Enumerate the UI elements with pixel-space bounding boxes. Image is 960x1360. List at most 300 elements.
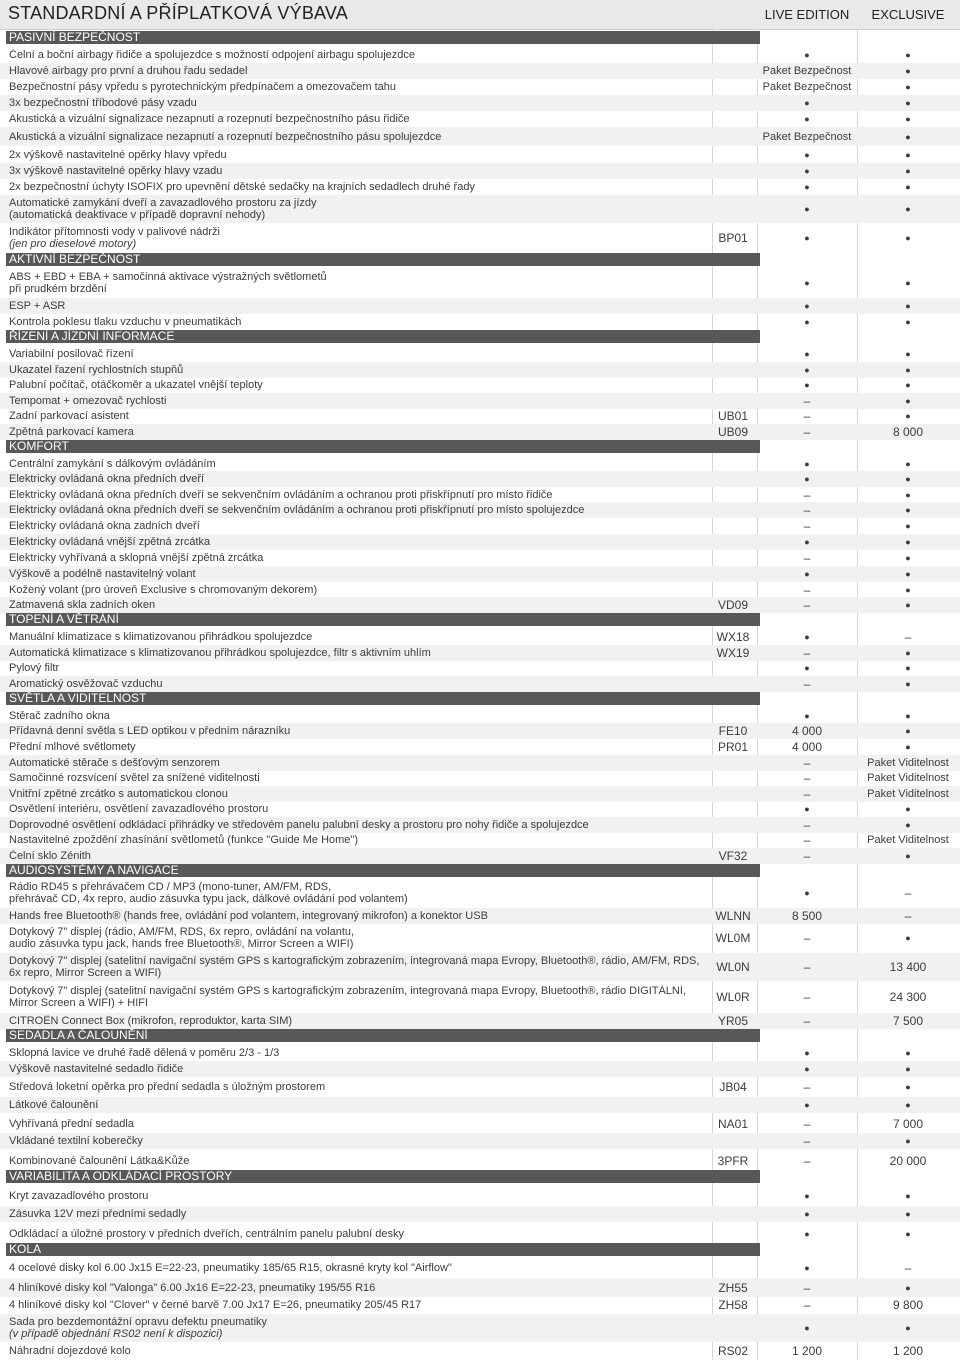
table-row	[0, 195, 960, 223]
value-exclusive: ●	[905, 301, 911, 311]
row-label	[9, 772, 709, 784]
value-exclusive: ●	[905, 1191, 911, 1201]
table-row	[0, 755, 960, 771]
row-label	[9, 520, 709, 532]
row-label-line: Dotykový 7" displej (satelitní navigační systém GPS s kartografickým zobrazením, integrovaná mapa Evropy, Bluetooth®, rádio DIGITÁLNÍ,	[9, 985, 686, 997]
row-label-line: Hlavové airbagy pro první a druhou řadu sedadel	[9, 65, 248, 77]
row-label	[9, 1345, 709, 1357]
row-label	[9, 552, 709, 564]
row-label-line: ABS + EBD + EBA + samočinná aktivace výstražných světlometů	[9, 271, 327, 283]
row-label	[9, 631, 709, 643]
value-live-edition: ●	[804, 569, 810, 579]
row-label-line: Samočinné rozsvícení světel za snížené viditelnosti	[9, 772, 260, 784]
section-heading: AKTIVNÍ BEZPEČNOST	[6, 253, 760, 266]
row-label-line: Elektricky ovládaná okna předních dveří	[9, 473, 205, 485]
row-label-line: Dotykový 7" displej (rádio, AM/FM, RDS, 6x repro, ovládání na volantu,	[9, 926, 355, 938]
option-code: WL0N	[716, 960, 750, 974]
row-label-line: Vyhřívaná přední sedadla	[9, 1118, 134, 1130]
row-label	[9, 1015, 709, 1027]
value-exclusive: ●	[905, 1082, 911, 1092]
row-label-line: Výškově a podélně nastavitelný volant	[9, 568, 196, 580]
value-exclusive: ●	[905, 1323, 911, 1333]
row-label-line: Nastavitelné zpoždění zhasínání světlometů (funkce "Guide Me Home")	[9, 834, 358, 846]
table-row	[0, 377, 960, 393]
value-exclusive: ●	[905, 278, 911, 288]
row-label-line: 3x bezpečnostní tříbodové pásy vzadu	[9, 97, 197, 109]
value-live-edition: ●	[804, 114, 810, 124]
value-live-edition: –	[803, 1281, 811, 1295]
table-row	[0, 269, 960, 297]
option-code: JB04	[719, 1080, 747, 1094]
value-exclusive: ●	[905, 166, 911, 176]
table-row	[0, 179, 960, 195]
row-label-line: Centrální zamykání s dálkovým ovládáním	[9, 458, 216, 470]
row-label	[9, 348, 709, 360]
row-label-line: Hands free Bluetooth® (hands free, ovládání pod volantem, integrovaný mikrofon) a konektor USB	[9, 910, 488, 922]
row-label	[9, 504, 709, 516]
value-live-edition: ●	[804, 166, 810, 176]
value-exclusive: ●	[905, 349, 911, 359]
table-row	[0, 983, 960, 1011]
value-live-edition: ●	[804, 233, 810, 243]
value-live-edition: –	[803, 394, 811, 408]
value-live-edition: ●	[804, 365, 810, 375]
value-exclusive: ●	[905, 726, 911, 736]
table-row	[0, 817, 960, 833]
value-exclusive: Paket Viditelnost	[867, 772, 949, 784]
row-label	[9, 910, 709, 922]
row-label	[9, 300, 709, 312]
row-label-line: Náhradní dojezdové kolo	[9, 1345, 131, 1357]
row-label-line: (automatická deaktivace v případě dopravní nehody)	[9, 209, 266, 221]
table-row	[0, 848, 960, 864]
table-row	[0, 832, 960, 848]
value-live-edition: ●	[804, 1100, 810, 1110]
table-row	[0, 163, 960, 179]
row-label	[9, 662, 709, 674]
row-label	[9, 647, 709, 659]
row-label-line: Zpětná parkovací kamera	[9, 426, 134, 438]
value-exclusive: ●	[905, 851, 911, 861]
row-label	[9, 881, 709, 905]
value-live-edition: ●	[804, 1229, 810, 1239]
table-row	[0, 908, 960, 924]
value-exclusive: 24 300	[889, 990, 927, 1004]
value-exclusive: ●	[905, 679, 911, 689]
table-row	[0, 1343, 960, 1359]
row-label	[9, 850, 709, 862]
row-label-line: Výškově nastavitelné sedadlo řidiče	[9, 1063, 184, 1075]
value-exclusive: ●	[905, 537, 911, 547]
row-label-line: Odkládací a úložné prostory v předních dveřích, centrálním panelu palubní desky	[9, 1228, 405, 1240]
row-label-line: Zatmavená skla zadních oken	[9, 599, 156, 611]
value-live-edition: –	[803, 598, 811, 612]
row-label-line: Zadní parkovací asistent	[9, 410, 129, 422]
row-label	[9, 364, 709, 376]
row-label	[9, 149, 709, 161]
row-label	[9, 1316, 709, 1340]
table-row	[0, 534, 960, 550]
value-live-edition: 4 000	[791, 740, 823, 754]
row-label	[9, 955, 709, 979]
value-exclusive: ●	[905, 66, 911, 76]
row-label-line: Elektricky ovládaná okna předních dveří se sekvenčním ovládáním a ochranou proti přiskřípnutí pro místo spolujezdce	[9, 504, 585, 516]
value-exclusive: ●	[905, 1283, 911, 1293]
row-label	[9, 1282, 709, 1294]
table-row	[0, 408, 960, 424]
table-row	[0, 346, 960, 362]
value-exclusive: ●	[905, 742, 911, 752]
row-label	[9, 489, 709, 501]
row-label-line: Vkládané textilní koberečky	[9, 1135, 143, 1147]
row-label	[9, 426, 709, 438]
table-row	[0, 1114, 960, 1133]
value-live-edition: –	[803, 1117, 811, 1131]
row-label-line: Variabilní posilovač řízení	[9, 348, 134, 360]
value-live-edition: ●	[804, 804, 810, 814]
row-label-line: Kožený volant (pro úroveň Exclusive s chromovaným dekorem)	[9, 584, 318, 596]
value-live-edition: ●	[804, 98, 810, 108]
table-row	[0, 770, 960, 786]
value-exclusive: Paket Viditelnost	[867, 834, 949, 846]
row-label-line: Akustická a vizuální signalizace nezapnutí a rozepnutí bezpečnostního pásu řidiče	[9, 113, 410, 125]
option-code: WX18	[716, 630, 750, 644]
row-label	[9, 819, 709, 831]
row-label	[9, 536, 709, 548]
row-label-line: Středová loketní opěrka pro přední sedadla s úložným prostorem	[9, 1081, 326, 1093]
value-live-edition: ●	[804, 301, 810, 311]
table-row	[0, 676, 960, 692]
row-label	[9, 458, 709, 470]
value-live-edition: –	[803, 833, 811, 847]
row-label-line: Pylový filtr	[9, 662, 60, 674]
value-exclusive: ●	[905, 474, 911, 484]
value-exclusive: Paket Viditelnost	[867, 757, 949, 769]
value-live-edition: 1 200	[791, 1344, 823, 1358]
row-label-line: Zásuvka 12V mezi předními sedadly	[9, 1208, 187, 1220]
row-label	[9, 1228, 709, 1240]
column-header-live-edition: LIVE EDITION	[764, 7, 850, 22]
row-label	[9, 131, 709, 143]
table-row	[0, 1045, 960, 1061]
row-label-line: Sada pro bezdemontážní opravu defektu pneumatiky	[9, 1316, 268, 1328]
value-exclusive: ●	[905, 396, 911, 406]
table-row	[0, 582, 960, 598]
row-label	[9, 757, 709, 769]
value-exclusive: ●	[905, 204, 911, 214]
table-row	[0, 924, 960, 952]
row-label-line: 4 hliníkové disky kol "Valonga" 6.00 Jx16 E=22-23, pneumatiky 195/55 R16	[9, 1282, 376, 1294]
row-label-line: Elektricky ovládaná vnější zpětná zrcátka	[9, 536, 211, 548]
table-row	[0, 1297, 960, 1313]
value-live-edition: ●	[804, 632, 810, 642]
value-exclusive: –	[904, 1261, 912, 1275]
row-label-line: Palubní počítač, otáčkoměr a ukazatel vnější teploty	[9, 379, 263, 391]
value-exclusive: ●	[905, 380, 911, 390]
table-row	[0, 1133, 960, 1149]
row-label	[9, 1118, 709, 1130]
value-exclusive: ●	[905, 663, 911, 673]
option-code: ZH58	[718, 1298, 748, 1312]
row-label-line: Automatické zamykání dveří a zavazadlového prostoru za jízdy	[9, 197, 317, 209]
row-label	[9, 985, 709, 1009]
row-label-line: 2x výškově nastavitelné opěrky hlavy vpředu	[9, 149, 227, 161]
row-label	[9, 226, 709, 250]
row-label-line: Látkové čalounění	[9, 1099, 99, 1111]
option-code: RS02	[717, 1344, 749, 1358]
section-heading: SVĚTLA A VIDITELNOST	[6, 692, 760, 705]
row-label	[9, 181, 709, 193]
row-label-line: Automatické stěrače s dešťovým senzorem	[9, 757, 220, 769]
row-label	[9, 926, 709, 950]
row-label-line: Kombinované čalounění Látka&Kůže	[9, 1155, 190, 1167]
table-row	[0, 127, 960, 146]
value-exclusive: ●	[905, 365, 911, 375]
value-live-edition: –	[803, 1154, 811, 1168]
row-label	[9, 741, 709, 753]
value-live-edition: –	[803, 1080, 811, 1094]
option-code: VF32	[718, 849, 748, 863]
row-label-line: audio zásuvka typu jack, hands free Bluetooth®, Mirror Screen a WIFI)	[9, 938, 354, 950]
row-label-line: Sklopná lavice ve druhé řadě dělená v poměru 2/3 - 1/3	[9, 1047, 280, 1059]
value-live-edition: –	[803, 756, 811, 770]
row-label-line: 4 hliníkové disky kol "Clover" v černé barvě 7.00 Jx17 E=26, pneumatiky 205/45 R17	[9, 1299, 422, 1311]
value-live-edition: –	[803, 519, 811, 533]
value-live-edition: ●	[804, 1263, 810, 1273]
value-exclusive: ●	[905, 82, 911, 92]
row-label-line: ESP + ASR	[9, 300, 66, 312]
row-label-line: Stěrač zadního okna	[9, 710, 110, 722]
value-exclusive: 13 400	[889, 960, 927, 974]
option-code: WL0R	[716, 990, 750, 1004]
table-row	[0, 298, 960, 314]
value-exclusive: ●	[905, 114, 911, 124]
value-exclusive: ●	[905, 132, 911, 142]
row-label	[9, 678, 709, 690]
value-exclusive: ●	[905, 150, 911, 160]
row-label	[9, 97, 709, 109]
column-header-exclusive: EXCLUSIVE	[871, 7, 945, 22]
table-row	[0, 471, 960, 487]
table-row	[0, 1013, 960, 1029]
value-live-edition: –	[803, 1298, 811, 1312]
row-label	[9, 1190, 709, 1202]
value-live-edition: Paket Bezpečnost	[762, 131, 852, 143]
row-label-line: Indikátor přítomnosti vody v palivové nádrži	[9, 226, 220, 238]
value-live-edition: –	[803, 503, 811, 517]
value-exclusive: Paket Viditelnost	[867, 788, 949, 800]
table-row	[0, 314, 960, 330]
row-label	[9, 1135, 709, 1147]
value-live-edition: ●	[804, 537, 810, 547]
row-label-line: CITROËN Connect Box (mikrofon, reproduktor, karta SIM)	[9, 1015, 293, 1027]
section-heading: ŘÍZENÍ A JÍZDNÍ INFORMACE	[6, 330, 760, 343]
row-label	[9, 1099, 709, 1111]
value-exclusive: ●	[905, 317, 911, 327]
table-row	[0, 1077, 960, 1096]
option-code: WL0M	[715, 931, 751, 945]
row-label-line: Osvětlení interiéru, osvětlení zavazadlového prostoru	[9, 803, 269, 815]
row-label-line: Mirror Screen a WIFI) + HIFI	[9, 997, 149, 1009]
row-label-line: Bezpečnostní pásy vpředu s pyrotechnickým předpínačem a omezovačem tahu	[9, 81, 397, 93]
table-row	[0, 629, 960, 645]
row-label-line: Elektricky vyhřívaná a sklopná vnější zpětná zrcátka	[9, 552, 264, 564]
row-label-line: Dotykový 7" displej (satelitní navigační systém GPS s kartografickým zobrazením, integrovaná mapa Evropy, Bluetooth®, rádio, AM/FM, RDS,	[9, 955, 700, 967]
value-live-edition: ●	[804, 663, 810, 673]
value-live-edition: –	[803, 849, 811, 863]
row-label-line: Aromatický osvěžovač vzduchu	[9, 678, 163, 690]
row-label-line: přehrávač CD, 4x repro, audio zásuvka typu jack, dálkové ovládání pod volantem)	[9, 893, 408, 905]
value-exclusive: ●	[905, 553, 911, 563]
row-label	[9, 81, 709, 93]
row-label	[9, 1262, 709, 1274]
value-live-edition: –	[803, 1134, 811, 1148]
row-label	[9, 725, 709, 737]
value-live-edition: –	[803, 960, 811, 974]
table-row	[0, 362, 960, 378]
table-row	[0, 1061, 960, 1077]
value-exclusive: ●	[905, 569, 911, 579]
table-row	[0, 953, 960, 981]
value-exclusive: ●	[905, 1048, 911, 1058]
value-live-edition: ●	[804, 349, 810, 359]
table-header	[0, 0, 960, 30]
value-live-edition: –	[803, 787, 811, 801]
value-exclusive: ●	[905, 521, 911, 531]
table-row	[0, 95, 960, 111]
option-code: UB09	[717, 425, 749, 439]
value-live-edition: ●	[804, 50, 810, 60]
value-exclusive: ●	[905, 459, 911, 469]
row-label	[9, 379, 709, 391]
value-live-edition: –	[803, 551, 811, 565]
row-label	[9, 788, 709, 800]
option-code: YR05	[717, 1014, 749, 1028]
section-heading: SEDADLA A ČALOUNĚNÍ	[6, 1029, 760, 1042]
value-exclusive: 1 200	[892, 1344, 924, 1358]
option-code: FE10	[718, 724, 748, 738]
row-label-line: Kontrola poklesu tlaku vzduchu v pneumatikách	[9, 316, 242, 328]
table-row	[0, 1188, 960, 1204]
value-exclusive: ●	[905, 490, 911, 500]
value-live-edition: ●	[804, 380, 810, 390]
row-label-line: Automatická klimatizace s klimatizovanou přihrádkou spolujezdce, filtr s aktivním uhlím	[9, 647, 431, 659]
value-live-edition: –	[803, 646, 811, 660]
value-exclusive: 9 800	[892, 1298, 924, 1312]
row-label	[9, 395, 709, 407]
section-heading: PASIVNÍ BEZPEČNOST	[6, 31, 760, 44]
value-exclusive: ●	[905, 648, 911, 658]
value-live-edition: ●	[804, 1191, 810, 1201]
row-label	[9, 271, 709, 295]
value-live-edition: ●	[804, 1048, 810, 1058]
row-label	[9, 113, 709, 125]
value-exclusive: ●	[905, 50, 911, 60]
row-label-line: Čelní sklo Zénith	[9, 850, 91, 862]
row-label	[9, 316, 709, 328]
value-exclusive: 7 000	[892, 1117, 924, 1131]
table-row	[0, 518, 960, 534]
row-label	[9, 473, 709, 485]
row-label	[9, 1081, 709, 1093]
option-code: BP01	[718, 231, 748, 245]
option-code: VD09	[717, 598, 749, 612]
row-label	[9, 1155, 709, 1167]
table-row	[0, 786, 960, 802]
option-code: UB01	[717, 409, 749, 423]
table-row	[0, 660, 960, 676]
value-exclusive: ●	[905, 1064, 911, 1074]
value-live-edition: –	[803, 425, 811, 439]
table-row	[0, 550, 960, 566]
table-row	[0, 63, 960, 79]
row-label	[9, 165, 709, 177]
value-exclusive: –	[904, 886, 912, 900]
table-row	[0, 1206, 960, 1222]
value-exclusive: ●	[905, 711, 911, 721]
value-exclusive: 7 500	[892, 1014, 924, 1028]
row-label-line: (v případě objednání RS02 není k dispozici)	[9, 1328, 223, 1340]
table-row	[0, 723, 960, 739]
row-label-line: Přídavná denní světla s LED optikou v předním nárazníku	[9, 725, 291, 737]
value-exclusive: ●	[905, 804, 911, 814]
value-exclusive: ●	[905, 820, 911, 830]
option-code: ZH55	[718, 1281, 748, 1295]
row-label	[9, 568, 709, 580]
value-live-edition: ●	[804, 459, 810, 469]
value-live-edition: –	[803, 771, 811, 785]
value-exclusive: ●	[905, 1136, 911, 1146]
row-label	[9, 834, 709, 846]
table-row	[0, 645, 960, 661]
table-row	[0, 393, 960, 409]
value-live-edition: ●	[804, 278, 810, 288]
option-code: NA01	[717, 1117, 749, 1131]
row-label	[9, 803, 709, 815]
value-live-edition: –	[803, 677, 811, 691]
row-label-line: Elektricky ovládaná okna zadních dveří	[9, 520, 200, 532]
value-exclusive: –	[904, 630, 912, 644]
row-label-line: 3x výškově nastavitelné opěrky hlavy vzadu	[9, 165, 223, 177]
table-row	[0, 708, 960, 724]
value-live-edition: ●	[804, 1209, 810, 1219]
row-label	[9, 1299, 709, 1311]
table-row	[0, 1278, 960, 1297]
table-row	[0, 456, 960, 472]
row-label-line: Elektricky ovládaná okna předních dveří se sekvenčním ovládáním a ochranou proti přiskřípnutí pro místo řidiče	[9, 489, 553, 501]
table-row	[0, 502, 960, 518]
row-label	[9, 710, 709, 722]
row-label-line: Tempomat + omezovač rychlosti	[9, 395, 167, 407]
value-exclusive: ●	[905, 1209, 911, 1219]
value-exclusive: –	[904, 909, 912, 923]
row-label-line: (jen pro dieselové motory)	[9, 238, 137, 250]
row-label	[9, 410, 709, 422]
table-row	[0, 224, 960, 252]
table-row	[0, 597, 960, 613]
page-title: STANDARDNÍ A PŘÍPLATKOVÁ VÝBAVA	[8, 3, 348, 23]
value-live-edition: –	[803, 1014, 811, 1028]
row-label	[9, 49, 709, 61]
value-exclusive: ●	[905, 1229, 911, 1239]
value-exclusive: ●	[905, 585, 911, 595]
value-live-edition: ●	[804, 711, 810, 721]
value-exclusive: ●	[905, 182, 911, 192]
value-exclusive: 20 000	[889, 1154, 927, 1168]
row-label-line: při prudkém brzdění	[9, 283, 107, 295]
section-heading: TOPENÍ A VĚTRÁNÍ	[6, 613, 760, 626]
section-heading: VARIABILITA A ODKLÁDACÍ PROSTORY	[6, 1170, 760, 1183]
